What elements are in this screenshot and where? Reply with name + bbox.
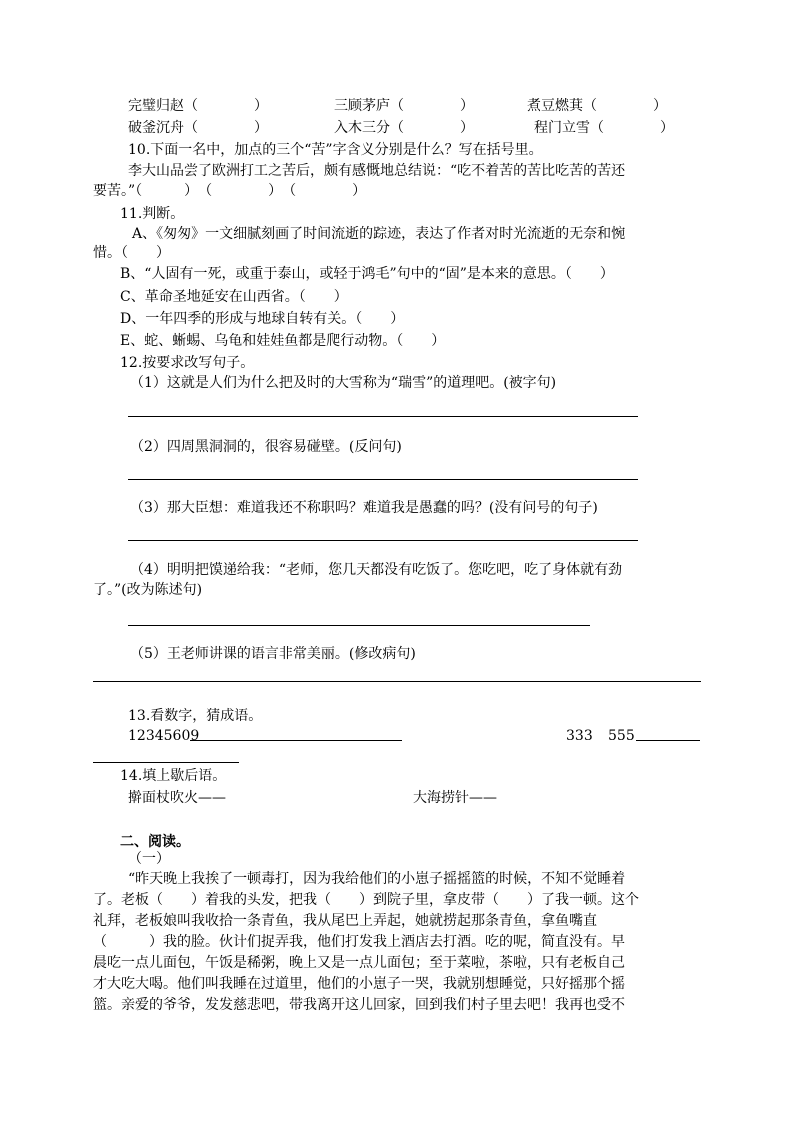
q11-d: D、一年四季的形成与地球自转有关。（ ） bbox=[120, 311, 405, 327]
idiom-5: 入木三分（ ） bbox=[334, 120, 474, 136]
answer-line-1 bbox=[128, 416, 638, 417]
idiom-2: 三顾茅庐（ ） bbox=[334, 98, 474, 114]
q12-s3: （3）那大臣想：难道我还不称职吗？难道我是愚蠢的吗？(没有问号的句子) bbox=[130, 500, 598, 516]
passage-line: （ ）我的脸。伙计们捉弄我，他们打发我上酒店去打酒。吃的呢，简直没有。早 bbox=[93, 934, 625, 950]
answer-line-4 bbox=[128, 625, 590, 626]
idiom-1: 完璧归赵（ ） bbox=[128, 98, 268, 114]
q13-blank-1 bbox=[190, 740, 402, 741]
passage-line: 了。老板（ ）着我的头发，把我（ ）到院子里，拿皮带（ ）了我一顿。这个 bbox=[93, 892, 639, 908]
q12-s4-line2: 了。”(改为陈述句) bbox=[93, 582, 203, 598]
q10-line2: 要苦。”（ ） （ ） （ ） bbox=[93, 183, 367, 199]
q14-proverb-1: 擀面杖吹火—— bbox=[128, 790, 226, 806]
q13-blank-2-cont bbox=[93, 762, 239, 763]
q13-title: 13.看数字，猜成语。 bbox=[128, 708, 263, 724]
q12-s1: （1）这就是人们为什么把及时的大雪称为“瑞雪”的道理吧。(被字句) bbox=[130, 375, 557, 391]
q14-title: 14.填上歇后语。 bbox=[120, 768, 227, 784]
q13-number-2: 333 bbox=[566, 728, 593, 744]
q10-line1: 李大山品尝了欧洲打工之苦后，颇有感慨地总结说：“吃不着苦的苦比吃苦的苦还 bbox=[128, 163, 626, 179]
passage-line: 晨吃一点儿面包，午饭是稀粥，晚上又是一点儿面包；至于菜啦，茶啦，只有老板自己 bbox=[93, 955, 625, 971]
answer-line-3 bbox=[128, 540, 638, 541]
q11-a-line2: 惜。（ ） bbox=[93, 245, 170, 261]
q13-number-1: 12345609 bbox=[128, 728, 200, 744]
q11-b: B、“人固有一死，或重于泰山，或轻于鸿毛”句中的“固”是本来的意思。（ ） bbox=[120, 266, 614, 282]
q12-title: 12.按要求改写句子。 bbox=[120, 355, 255, 371]
q13-blank-2 bbox=[636, 740, 700, 741]
passage-line: 篮。亲爱的爷爷，发发慈悲吧，带我离开这儿回家，回到我们村子里去吧！我再也受不 bbox=[93, 997, 625, 1013]
passage-line: “昨天晚上我挨了一顿毒打，因为我给他们的小崽子摇摇篮的时候，不知不觉睡着 bbox=[128, 871, 626, 887]
passage-line: 礼拜，老板娘叫我收拾一条青鱼，我从尾巴上弄起，她就捞起那条青鱼，拿鱼嘴直 bbox=[93, 913, 597, 929]
section-2-title: 二、阅读。 bbox=[120, 834, 190, 850]
q12-s2: （2）四周黑洞洞的，很容易碰壁。(反问句) bbox=[130, 439, 402, 455]
section-2-subtitle: （一） bbox=[128, 851, 170, 867]
idiom-4: 破釜沉舟（ ） bbox=[128, 120, 268, 136]
idiom-3: 煮豆燃萁（ ） bbox=[527, 98, 667, 114]
q11-a-line1: A、《匆匆》一文细腻刻画了时间流逝的踪迹，表达了作者对时光流逝的无奈和惋 bbox=[132, 226, 626, 242]
q13-number-3: 555 bbox=[608, 728, 635, 744]
q10-title: 10.下面一名中，加点的三个“苦”字含义分别是什么？写在括号里。 bbox=[128, 142, 543, 158]
q12-s5: （5）王老师讲课的语言非常美丽。(修改病句) bbox=[130, 646, 416, 662]
idiom-6: 程门立雪（ ） bbox=[534, 120, 674, 136]
q11-c: C、革命圣地延安在山西省。（ ） bbox=[120, 289, 348, 305]
q11-title: 11.判断。 bbox=[120, 206, 185, 222]
q12-s4-line1: （4）明明把馍递给我：“老师，您几天都没有吃饭了。您吃吧，吃了身体就有劲 bbox=[130, 562, 623, 578]
q14-proverb-2: 大海捞针—— bbox=[413, 790, 497, 806]
q11-e: E、蛇、蜥蜴、乌龟和娃娃鱼都是爬行动物。（ ） bbox=[120, 333, 446, 349]
answer-line-2 bbox=[128, 479, 638, 480]
answer-line-5 bbox=[93, 681, 701, 682]
passage-line: 才大吃大喝。他们叫我睡在过道里，他们的小崽子一哭，我就别想睡觉，只好摇那个摇 bbox=[93, 976, 625, 992]
